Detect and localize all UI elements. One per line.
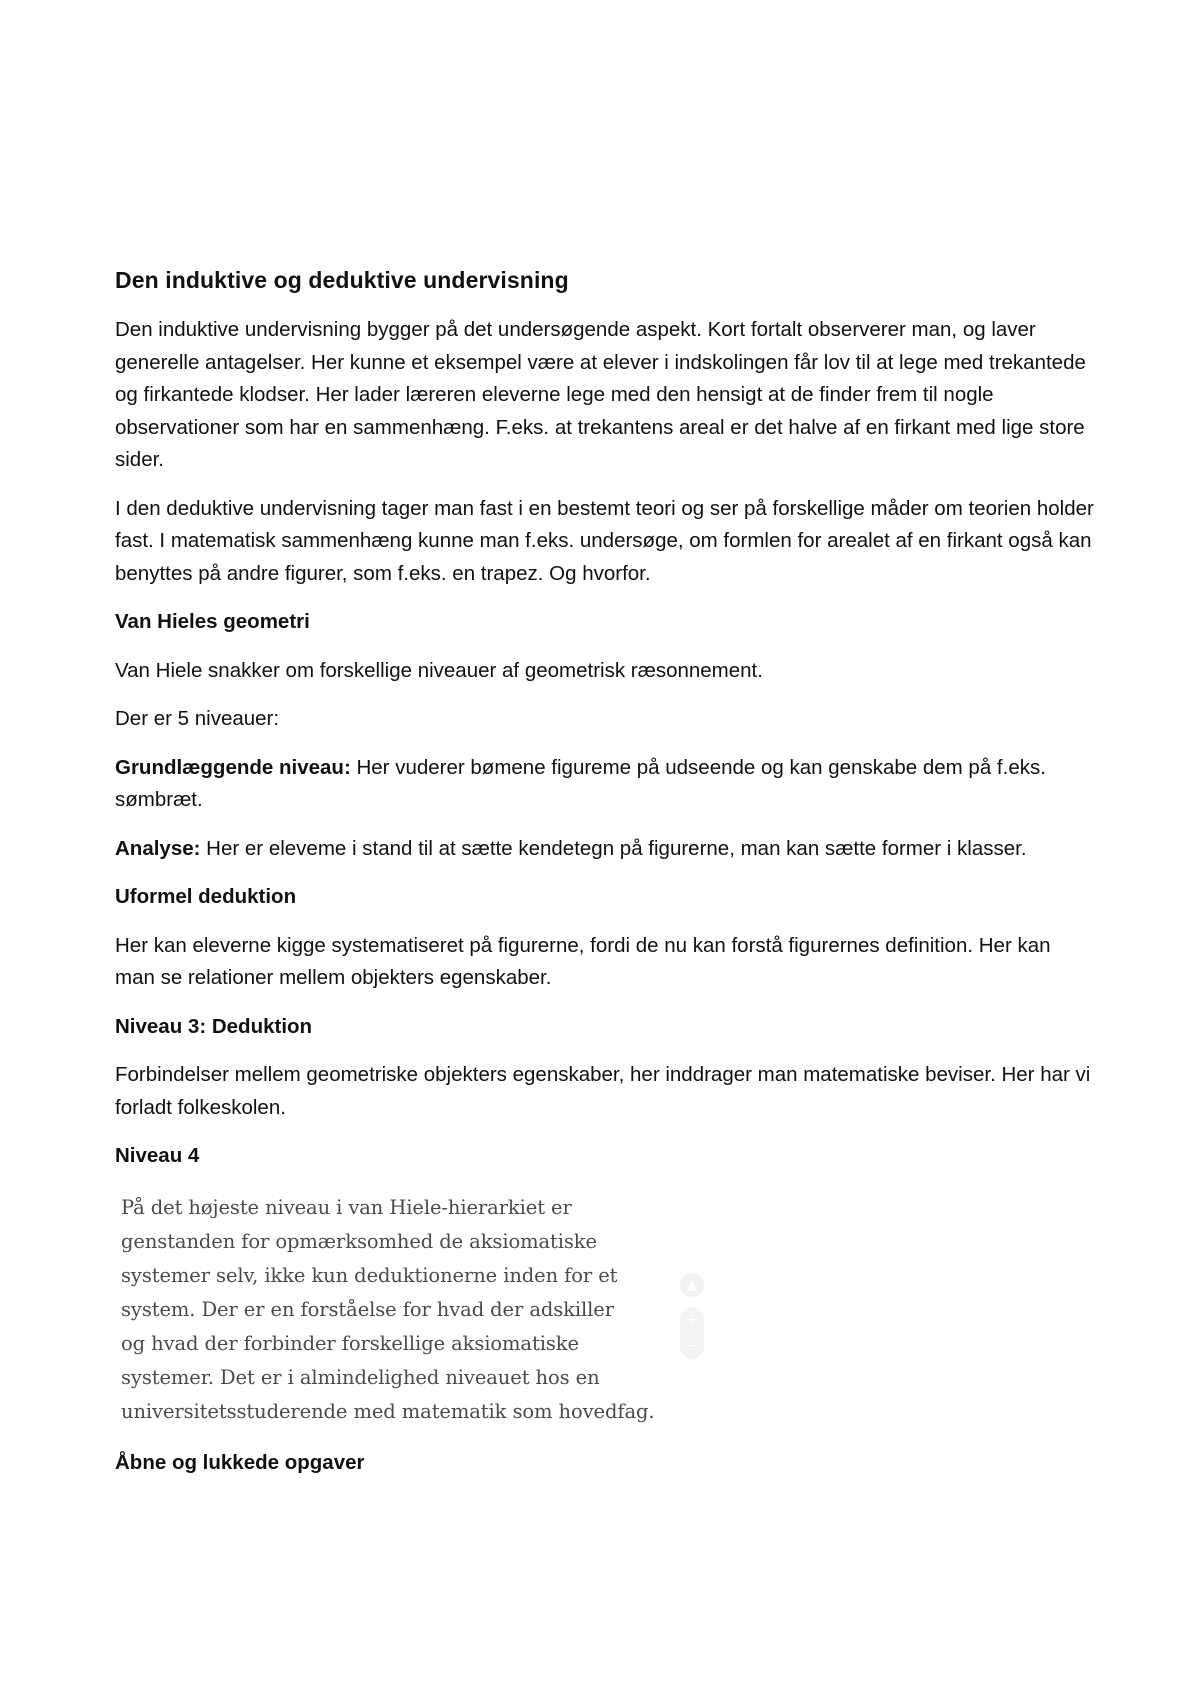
faded-zoom-controls bbox=[679, 1273, 705, 1359]
paragraph-informal-deduction: Her kan eleverne kigge systematiseret på figurerne, fordi de nu kan forstå figurernes definition. Her kan man se relationer mellem objekters egenskaber. bbox=[115, 933, 1051, 989]
quote-text bbox=[121, 1189, 721, 1429]
zoom-stack bbox=[680, 1307, 704, 1359]
quote-line: På det højeste niveau i van Hiele-hierarkiet er bbox=[121, 1195, 572, 1219]
level-analysis-text: Her er eleveme i stand til at sætte kendetegn på figurerne, man kan sætte former i klasser. bbox=[200, 836, 1027, 860]
level-analysis-label: Analyse: bbox=[115, 836, 201, 860]
heading-level-3: Niveau 3: Deduktion bbox=[115, 1014, 313, 1038]
paragraph-levels-count: Der er 5 niveauer: bbox=[115, 707, 280, 730]
up-arrow-icon: ▲ bbox=[680, 1273, 704, 1297]
heading-open-closed-tasks: Åbne og lukkede opgaver bbox=[115, 1450, 365, 1474]
quote-line: system. Der er en forståelse for hvad der adskiller bbox=[121, 1297, 614, 1321]
paragraph-van-hiele: Van Hiele snakker om forskellige niveauer af geometrisk ræsonnement. bbox=[115, 658, 763, 682]
quote-line: systemer. Det er i almindelighed niveauet hos en bbox=[121, 1365, 600, 1389]
paragraph-level-analysis bbox=[115, 833, 1095, 866]
heading-level-4: Niveau 4 bbox=[115, 1144, 200, 1167]
paragraph-deductive: I den deduktive undervisning tager man fast i en bestemt teori og ser på forskellige måder om teorien holder fast. I matematisk sammenhæng kunne man f.eks. undersøge, om formlen for arealet af en firkant også kan benyttes på andre figurer, som f.eks. en trapez. Og hvorfor. bbox=[115, 496, 1094, 585]
level-basic-text: Her vuderer bømene figureme på udseende og kan genskabe dem på f.eks. sømbræt. bbox=[115, 755, 1046, 811]
quote-line: genstanden for opmærksomhed de aksiomatiske bbox=[121, 1229, 597, 1253]
document-title: Den induktive og deduktive undervisning bbox=[115, 267, 569, 293]
level-basic-label: Grundlæggende niveau: bbox=[115, 755, 351, 779]
quote-line: og hvad der forbinder forskellige aksiomatiske bbox=[121, 1331, 579, 1355]
quote-line: systemer selv, ikke kun deduktionerne inden for et bbox=[121, 1263, 618, 1287]
quote-line: universitetsstuderende med matematik som hovedfag. bbox=[121, 1399, 655, 1423]
paragraph-level-3: Forbindelser mellem geometriske objekters egenskaber, her inddrager man matematiske beviser. Her har vi forladt folkeskolen. bbox=[115, 1063, 1091, 1119]
paragraph-level-basic bbox=[115, 752, 1095, 817]
heading-informal-deduction: Uformel deduktion bbox=[115, 885, 297, 908]
paragraph-inductive: Den induktive undervisning bygger på det undersøgende aspekt. Kort fortalt observerer man, og laver generelle antagelser. Her kunne et eksempel være at elever i indskolingen får lov til at lege med trekantede og firkantede klodser. Her lader læreren eleverne lege med den hensigt at de finder frem til nogle observationer som har en sammenhæng. F.eks. at trekantens areal er det halve af en firkant med lige store sider. bbox=[115, 318, 1086, 471]
heading-van-hiele: Van Hieles geometri bbox=[115, 610, 310, 633]
quote-screenshot bbox=[121, 1189, 721, 1439]
document-page bbox=[115, 262, 1095, 1495]
plus-icon: + bbox=[686, 1311, 698, 1328]
minus-icon: − bbox=[686, 1337, 698, 1354]
